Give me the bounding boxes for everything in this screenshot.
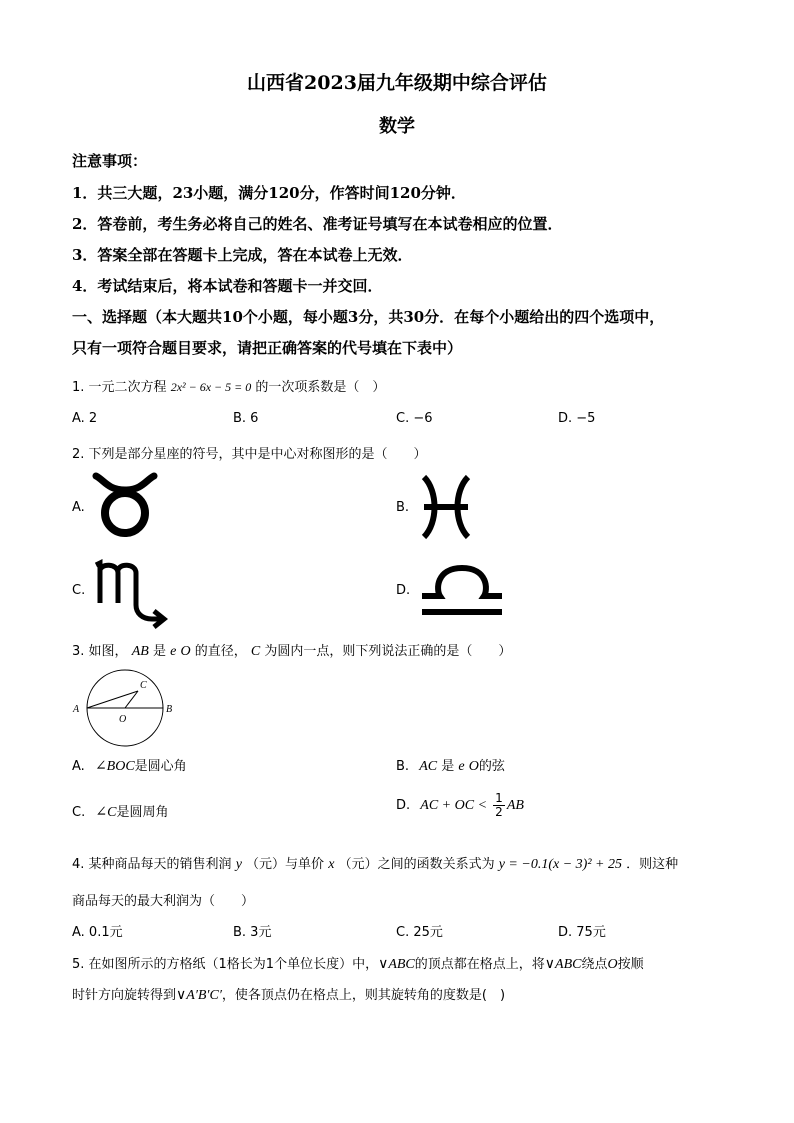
q1-option-b[interactable]: B. 6 bbox=[233, 411, 259, 426]
q5-o: O bbox=[607, 957, 618, 972]
q3-option-d-math: AC + OC < bbox=[420, 798, 488, 813]
q3-o: O bbox=[180, 644, 191, 659]
q3-option-d-label: D. bbox=[396, 798, 411, 813]
question-4-cont: 商品每天的最大利润为（ ） bbox=[72, 894, 255, 909]
circle-symbol: e bbox=[170, 644, 177, 659]
q3-option-b[interactable] bbox=[396, 755, 505, 775]
q3-option-b-text2: 的弦 bbox=[478, 759, 505, 774]
q4-mid1: （元）与单价 bbox=[246, 857, 325, 872]
question-3 bbox=[72, 640, 511, 660]
section-heading: 一、选择题（本大题共10个小题，每小题3分，共30分．在每个小题给出的四个选项中， bbox=[72, 308, 665, 326]
circle-diagram bbox=[70, 668, 180, 750]
subject-title: 数学 bbox=[379, 116, 415, 137]
notice-item: 1．共三大题，23小题，满分120分，作答时间120分钟． bbox=[72, 184, 466, 202]
circle-symbol: e bbox=[458, 759, 465, 774]
q1-suffix: 的一次项系数是（ ） bbox=[255, 380, 386, 395]
q4-suffix: ．则这种 bbox=[626, 857, 679, 872]
point-o-label: O bbox=[119, 714, 127, 725]
q5-triangle-2: ∨ABC bbox=[544, 957, 582, 972]
question-5-cont bbox=[72, 984, 505, 1004]
q5-line2-prefix: 时针方向旋转得到 bbox=[72, 988, 177, 1003]
q1-option-a[interactable]: A. 2 bbox=[72, 411, 98, 426]
page-title: 山西省2023届九年级期中综合评估 bbox=[247, 72, 547, 94]
q3-option-c-label: C. bbox=[72, 805, 86, 820]
q5-line2-suffix: ，使各顶点仍在格点上，则其旋转角的度数是( ) bbox=[221, 988, 506, 1003]
fraction bbox=[493, 792, 505, 819]
q3-mid1: 是 bbox=[152, 644, 166, 659]
scorpio-icon bbox=[92, 555, 174, 629]
q3-suffix: 为圆内一点，则下列说法正确的是（ ） bbox=[264, 644, 512, 659]
notice-heading: 注意事项： bbox=[72, 152, 148, 170]
fraction-denominator: 2 bbox=[495, 805, 503, 819]
q1-equation: 2x² − 6x − 5 = 0 bbox=[170, 380, 252, 394]
notice-item: 4．考试结束后，将本试卷和答题卡一并交回． bbox=[72, 277, 383, 295]
q2-option-b-label[interactable]: B. bbox=[396, 500, 410, 515]
q1-option-c[interactable]: C. −6 bbox=[396, 411, 433, 426]
q4-prefix: 4. 某种商品每天的销售利润 bbox=[72, 857, 232, 872]
q3-option-b-label: B. bbox=[396, 759, 410, 774]
q3-option-c-math: ∠C bbox=[95, 805, 117, 820]
q3-c: C bbox=[250, 644, 261, 659]
q3-option-c-text: 是圆周角 bbox=[116, 805, 169, 820]
q5-suffix: 按顺 bbox=[617, 957, 644, 972]
q2-option-c-label[interactable]: C. bbox=[72, 583, 86, 598]
point-c-label: C bbox=[140, 680, 147, 691]
q1-option-d[interactable]: D. −5 bbox=[558, 411, 596, 426]
q4-option-a[interactable]: A. 0.1元 bbox=[72, 925, 123, 940]
q3-option-b-o: O bbox=[468, 759, 479, 774]
q2-option-a-label[interactable]: A. bbox=[72, 500, 85, 515]
q3-option-a-math: ∠BOC bbox=[94, 759, 135, 774]
q3-option-b-math: AC bbox=[419, 759, 438, 774]
notice-item: 2．答卷前，考生务必将自己的姓名、准考证号填写在本试卷相应的位置． bbox=[72, 215, 563, 233]
q3-mid2: 的直径， bbox=[194, 644, 247, 659]
q4-option-d[interactable]: D. 75元 bbox=[558, 925, 606, 940]
q3-prefix: 3. 如图， bbox=[72, 644, 128, 659]
question-4 bbox=[72, 853, 678, 873]
question-5 bbox=[72, 953, 644, 973]
q5-triangle-1: ∨ABC bbox=[378, 957, 415, 972]
fraction-numerator: 1 bbox=[495, 791, 503, 805]
q4-formula: y = −0.1(x − 3)² + 25 bbox=[498, 857, 622, 872]
point-b-label: B bbox=[166, 704, 173, 715]
q3-option-a-label: A. bbox=[72, 759, 85, 774]
question-1 bbox=[72, 376, 385, 395]
q4-option-b[interactable]: B. 3元 bbox=[233, 925, 272, 940]
q3-option-c[interactable] bbox=[72, 801, 168, 821]
q5-triangle-3: ∨A′B′C′ bbox=[176, 988, 222, 1003]
question-2: 2. 下列是部分星座的符号，其中是中心对称图形的是（ ） bbox=[72, 447, 427, 462]
taurus-icon bbox=[90, 470, 160, 540]
section-heading-cont: 只有一项符合题目要求，请把正确答案的代号填在下表中） bbox=[72, 339, 463, 357]
q4-y: y bbox=[235, 857, 242, 872]
libra-icon bbox=[418, 560, 506, 616]
point-a-label: A bbox=[73, 704, 80, 715]
q5-prefix: 5. 在如图所示的方格纸（1格长为1个单位长度）中， bbox=[72, 957, 379, 972]
q2-option-d-label[interactable]: D. bbox=[396, 583, 411, 598]
q4-mid2: （元）之间的函数关系式为 bbox=[338, 857, 495, 872]
pisces-icon bbox=[418, 473, 474, 541]
q4-x: x bbox=[328, 857, 335, 872]
q1-prefix: 1. 一元二次方程 bbox=[72, 380, 167, 395]
q3-option-a[interactable] bbox=[72, 755, 187, 775]
q3-ab: AB bbox=[131, 644, 149, 659]
q3-option-a-text: 是圆心角 bbox=[134, 759, 187, 774]
q5-mid2: 绕点 bbox=[581, 957, 608, 972]
q3-option-d[interactable] bbox=[396, 792, 524, 819]
q4-option-c[interactable]: C. 25元 bbox=[396, 925, 443, 940]
notice-item: 3．答案全部在答题卡上完成，答在本试卷上无效． bbox=[72, 246, 413, 264]
q5-mid1: 的顶点都在格点上，将 bbox=[414, 957, 545, 972]
q3-option-d-tail: AB bbox=[506, 798, 524, 813]
q3-option-b-text: 是 bbox=[441, 759, 455, 774]
